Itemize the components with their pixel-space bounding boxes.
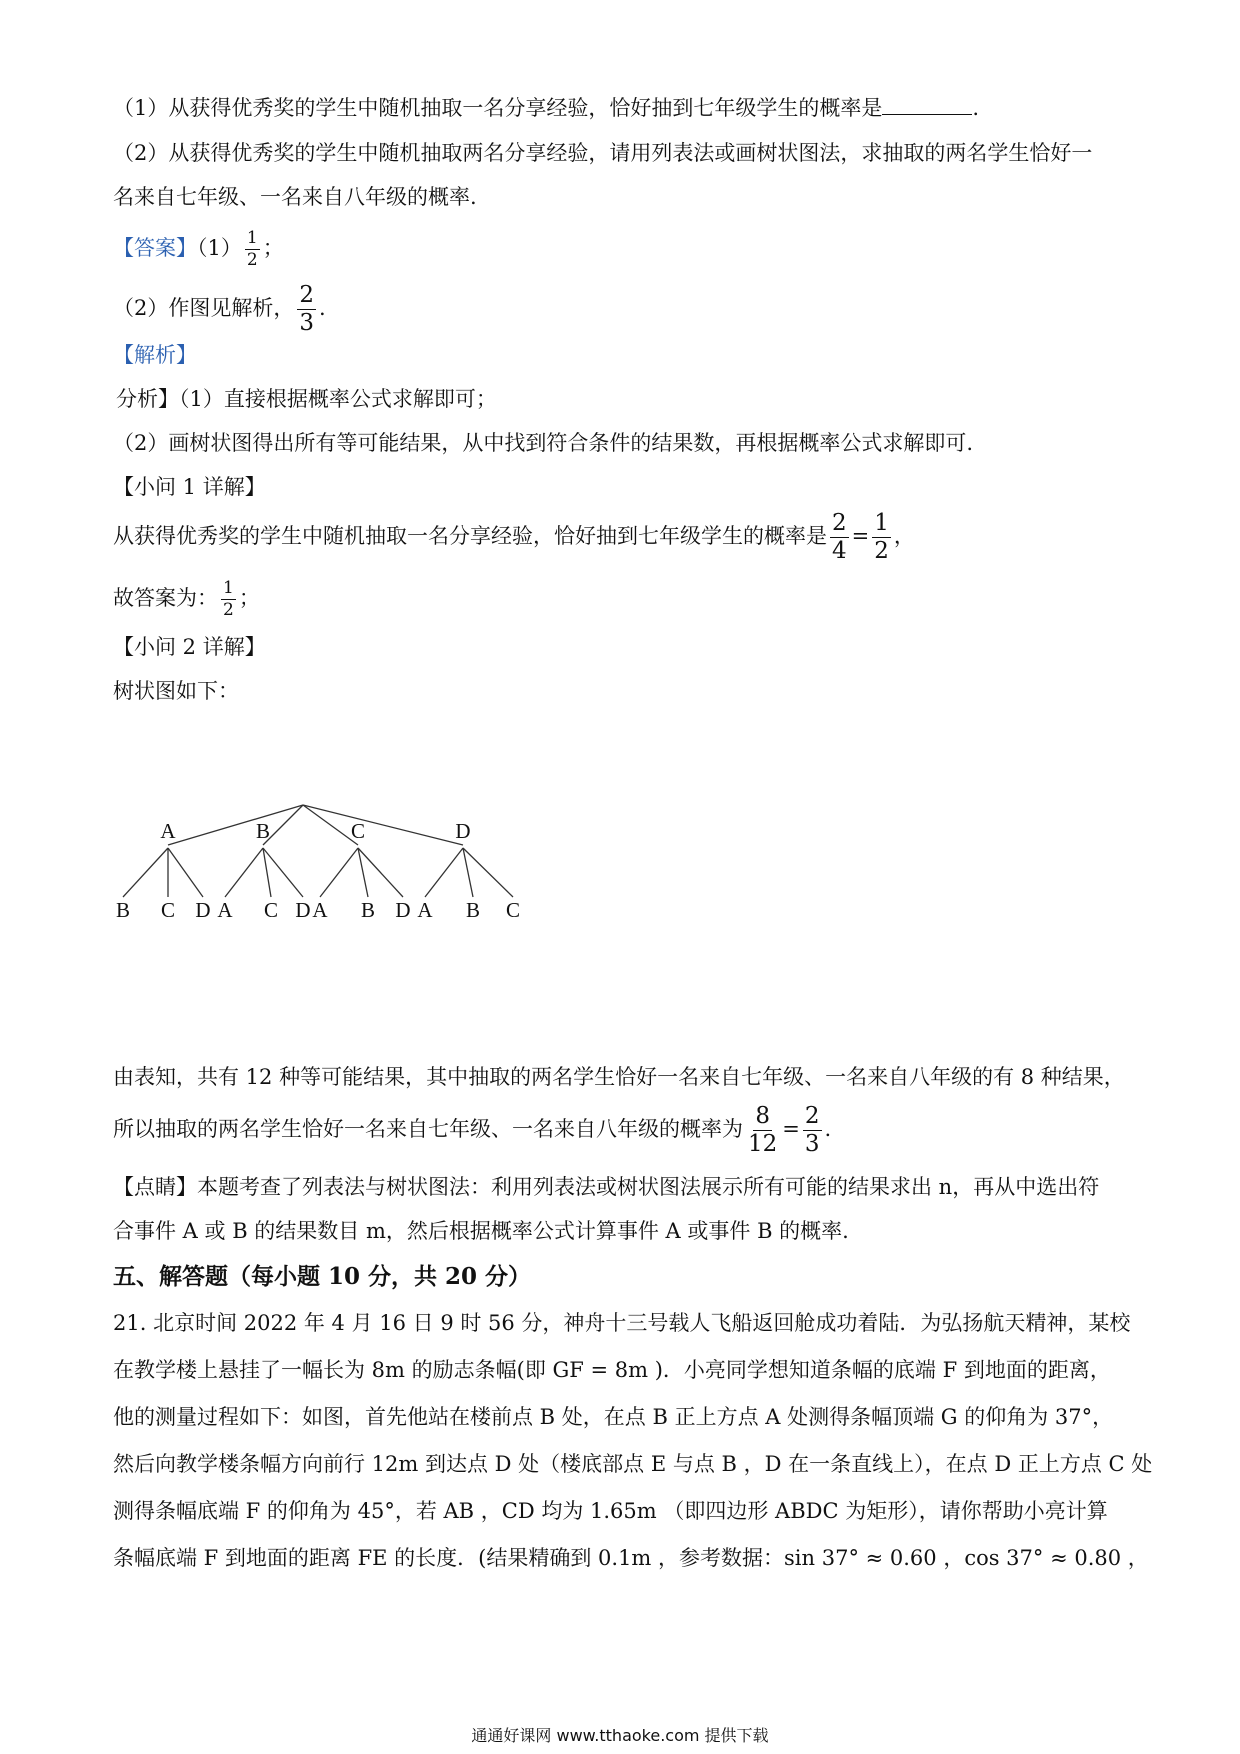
result-line-1: 由表知，共有 12 种等可能结果，其中抽取的两名学生恰好一名来自七年级、一名来自八年级的有 8 种结果， [113,1065,1125,1089]
tree-diagram [113,800,593,1040]
tree-labels [116,819,520,922]
answer-1: 【答案】（1） $\frac{1}{2}$ ； [113,228,284,270]
answer-2: （2）作图见解析， $\frac{2}{3}$ . [113,282,326,336]
tree-branch [358,848,368,897]
fraction: $\frac{1}{2}$ [874,510,889,564]
problem-21-line-5: 测得条幅底端 F 的仰角为 45°，若 AB ，CD 均为 1.65m （即四边形 ABDC 为矩形），请你帮助小亮计算 [113,1499,1108,1523]
tree-branch [425,848,463,897]
footer: 通通好课网 www.tthaoke.com 提供下载 [471,1726,769,1745]
problem-21-line-2: 在教学楼上悬挂了一幅长为 8m 的励志条幅(即 GF = 8m )．小亮同学想知道条幅的底端 F 到地面的距离， [113,1358,1111,1382]
fraction: $\frac{2}{3}$ [804,1103,820,1157]
fraction: $\frac{2}{4}$ [832,510,847,564]
fraction: $\frac{8}{12}$ [748,1103,778,1157]
question-2-line-2: 名来自七年级、一名来自八年级的概率. [113,185,477,209]
tree-branch [463,848,513,897]
problem-21-line-3: 他的测量过程如下：如图，首先他站在楼前点 B 处，在点 B 正上方点 A 处测得条幅顶端 G 的仰角为 37°， [113,1405,1114,1429]
question-1: （1）从获得优秀奖的学生中随机抽取一名分享经验，恰好抽到七年级学生的概率是 . [113,96,980,120]
comment-line-1: 【点睛】本题考查了列表法与树状图法：利用列表法或树状图法展示所有可能的结果求出 n，再从中选出符 [113,1175,1100,1199]
tree-node-level-2: C [263,898,279,922]
tree-branch [463,848,473,897]
tree-branch [123,848,168,897]
analysis-line-1: 分析】（1）直接根据概率公式求解即可； [116,387,497,411]
sub-question-2-title: 【小问 2 详解】 [113,635,266,659]
sub-question-1-solution: 从获得优秀奖的学生中随机抽取一名分享经验，恰好抽到七年级学生的概率是 $\frac{2}{4}$ = $\frac{1}{2}$ ， [113,510,915,564]
tree-intro: 树状图如下： [113,679,239,703]
sub-question-1-answer: 故答案为： $\frac{1}{2}$ ； [113,578,260,620]
tree-branch [263,848,303,897]
tree-node-level-2: C [160,898,176,922]
tree-node-level-2: D [295,898,311,922]
tree-node-level-2: A [417,898,433,922]
comment-tag: 【点睛】 [113,1175,197,1199]
tree-node-level-2: B [115,898,131,922]
tree-node-level-2: A [217,898,233,922]
fraction: $\frac{1}{2}$ [223,578,234,620]
tree-node-level-1: B [255,819,271,843]
tree-node-level-2: D [395,898,411,922]
section-heading: 五、解答题（每小题 10 分，共 20 分） [113,1263,532,1290]
comment-line-2: 合事件 A 或 B 的结果数目 m，然后根据概率公式计算事件 A 或事件 B 的概率. [113,1219,849,1243]
problem-21-line-4: 然后向教学楼条幅方向前行 12m 到达点 D 处（楼底部点 E 与点 B ，D 在一条直线上），在点 D 正上方点 C 处 [113,1452,1153,1476]
tree-node-level-1: A [160,819,176,843]
tree-node-level-2: A [312,898,328,922]
tree-branch [225,848,263,897]
problem-21-line-6: 条幅底端 F 到地面的距离 FE 的长度．(结果精确到 0.1m ，参考数据：sin 37° ≈ 0.60 ，cos 37° ≈ 0.80 ， [113,1546,1149,1570]
tree-branch [358,848,403,897]
analysis-line-2: （2）画树状图得出所有等可能结果，从中找到符合条件的结果数，再根据概率公式求解即可. [113,431,974,455]
problem-21-line-1: 21. 北京时间 2022 年 4 月 16 日 9 时 56 分，神舟十三号载人飞船返回舱成功着陆．为弘扬航天精神，某校 [113,1311,1131,1335]
sub-question-1-title: 【小问 1 详解】 [113,475,266,499]
tree-node-level-2: D [195,898,211,922]
fraction: $\frac{2}{3}$ [299,282,315,336]
answer-tag: 【答案】 [113,236,197,260]
result-line-2: 所以抽取的两名学生恰好一名来自七年级、一名来自八年级的概率为 $\frac{8}{12}$ = $\frac{2}{3}$ . [113,1103,832,1157]
tree-branch [320,848,358,897]
tree-node-level-2: B [360,898,376,922]
answer-blank [882,94,972,115]
tree-node-level-1: D [455,819,471,843]
question-2-line-1: （2）从获得优秀奖的学生中随机抽取两名分享经验，请用列表法或画树状图法，求抽取的两名学生恰好一 [113,141,1093,165]
tree-branch [303,805,463,845]
analysis-tag: 【解析】 [113,343,197,367]
tree-node-level-2: B [465,898,481,922]
tree-node-level-1: C [350,819,366,843]
tree-node-level-2: C [505,898,521,922]
fraction: $\frac{1}{2}$ [246,228,258,270]
tree-branch [303,805,358,845]
tree-branch [168,848,203,897]
